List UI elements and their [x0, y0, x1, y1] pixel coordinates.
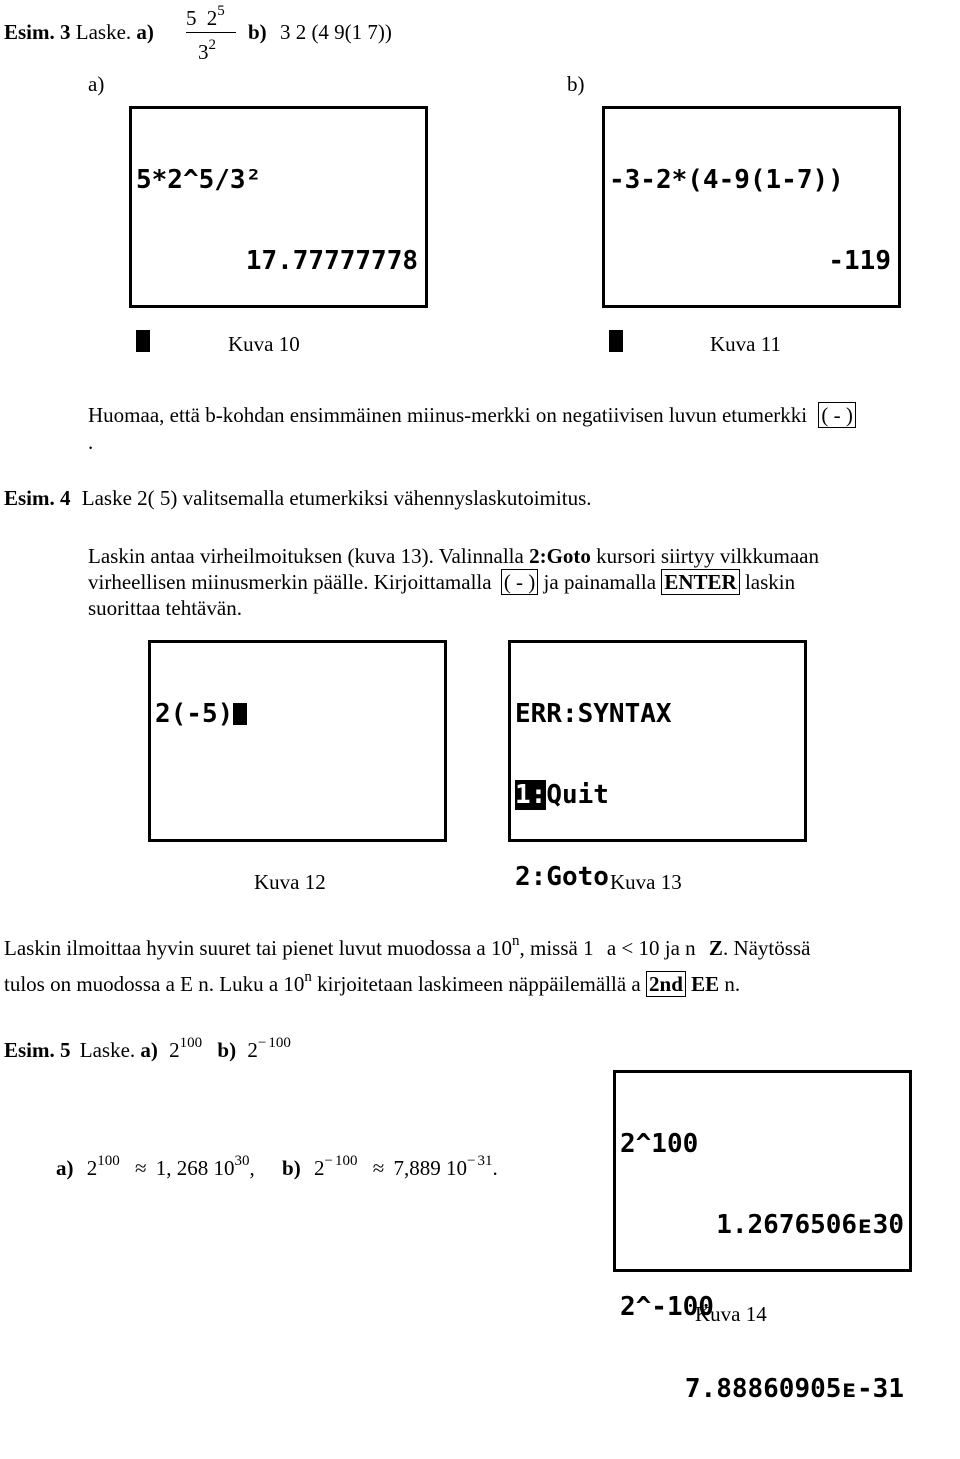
sci-l2-exp: n: [304, 969, 312, 985]
screen12-line1: 2(-5): [155, 698, 234, 729]
frac-num-b: 2: [206, 6, 218, 30]
answer-b-dot: .: [492, 1156, 498, 1180]
caption-kuva-13: Kuva 13: [610, 870, 682, 894]
answer-b-label: b): [282, 1156, 301, 1180]
example4-heading: [4, 486, 592, 511]
screen14-line4: 7.88860905ᴇ-31: [684, 1374, 904, 1405]
sci-paragraph-line1: [4, 933, 811, 964]
screen11-content: [609, 112, 891, 413]
approx-icon-a: ≈: [135, 1156, 147, 1180]
note-dot: .: [88, 430, 94, 454]
answer-a-base: 2: [86, 1156, 98, 1180]
example5-a-base: 2: [169, 1038, 180, 1062]
caption-kuva-11: Kuva 11: [710, 332, 781, 356]
sci-l2-a: tulos on muodossa a E n. Luku a 10: [4, 972, 305, 996]
caption-kuva-10: Kuva 10: [228, 332, 300, 356]
calculator-screen-10: [129, 106, 428, 308]
screen11-line2: -119: [828, 246, 891, 277]
sci-l1-a: Laskin ilmoittaa hyvin suuret tai pienet luvut muodossa a 10: [4, 936, 512, 960]
screen13-line3: 2:Goto: [515, 862, 609, 893]
sci-l2-end: n.: [724, 972, 741, 996]
screen10-content: [136, 112, 418, 413]
calculator-screen-12: [148, 640, 447, 842]
sci-l1-c: a < 10 ja n: [606, 936, 696, 960]
sci-l1-exp: n: [512, 933, 520, 949]
example4-p1: Laskin antaa virheilmoituksen (kuva 13). Valinnalla: [88, 544, 524, 568]
note-paragraph: [88, 403, 856, 428]
frac-den-exp: 2: [208, 37, 216, 53]
approx-icon-b: ≈: [372, 1156, 385, 1180]
sci-l1-b: , missä 1: [519, 936, 594, 960]
screen14-line1: 2^100: [620, 1128, 699, 1159]
screen13-line1: ERR:SYNTAX: [515, 698, 672, 729]
part-b-expression: 3 2 (4 9(1 7)): [279, 20, 392, 44]
column-a-label: a): [88, 72, 105, 96]
example5-a-exp: 100: [179, 1035, 203, 1051]
screen14-line3: 2^-100: [620, 1292, 714, 1323]
fraction-line: [186, 32, 236, 33]
goto-option-label: 2:Goto: [529, 544, 591, 568]
answer-a-value-exp: 30: [234, 1153, 250, 1169]
sci-l1-d: . Näytössä: [722, 936, 811, 960]
example5-b-label: b): [217, 1038, 237, 1062]
screen11-line1: -3-2*(4-9(1-7)): [609, 164, 844, 195]
example4-paragraph-line3: suorittaa tehtävän.: [88, 596, 242, 620]
negative-key-label-2: ( - ): [501, 569, 538, 595]
example5-answers: [56, 1153, 498, 1184]
sci-l1-z: Z: [708, 936, 723, 960]
example5-b-base: 2: [247, 1038, 258, 1062]
example3-label: Esim. 3: [4, 20, 71, 44]
fraction-numerator: [186, 3, 225, 34]
example4-paragraph-line2: [88, 570, 795, 595]
frac-num-exp: 5: [217, 3, 225, 19]
answer-b-exp-value: 100: [334, 1153, 358, 1169]
screen14-content: [620, 1076, 904, 1458]
sci-l2-b: kirjoitetaan laskimeen näppäilemällä a: [311, 972, 641, 996]
screen13-content: [515, 646, 672, 946]
example5-b-exp: − 100: [257, 1035, 291, 1051]
example4-paragraph-line1: [88, 544, 819, 569]
caption-kuva-14: Kuva 14: [695, 1302, 767, 1326]
answer-a-exp: 100: [97, 1153, 120, 1169]
screen10-line2: 17.77777778: [245, 246, 418, 277]
screen11-cursor: [609, 330, 623, 352]
calculator-screen-11: [602, 106, 901, 308]
negative-key-label: ( - ): [818, 402, 855, 428]
answer-a-label: a): [56, 1156, 74, 1180]
frac-den-base: 3: [198, 40, 209, 64]
screen14-line2: 1.2676506ᴇ30: [716, 1210, 904, 1241]
example5-laske: Laske.: [79, 1038, 136, 1062]
fraction-denominator: [198, 37, 216, 68]
screen10-line1: 5*2^5/3²: [136, 164, 262, 195]
example4-p2-end: laskin: [744, 570, 796, 594]
answer-b-base: 2: [313, 1156, 325, 1180]
example3-heading: [4, 20, 154, 45]
screen13-option1-number: 1:: [515, 780, 547, 811]
example5-a-label: a): [140, 1038, 158, 1062]
example4-p2: virheellisen miinusmerkin päälle. Kirjoittamalla: [88, 570, 492, 594]
answer-b-exp: − 100: [324, 1153, 358, 1169]
answer-b-value: 7,889 10: [393, 1156, 467, 1180]
example4-p1-rest: kursori siirtyy vilkkumaan: [596, 544, 819, 568]
example3-part-a-label: a): [136, 20, 154, 44]
example4-label: Esim. 4: [4, 486, 71, 510]
example4-text: Laske 2( 5) valitsemalla etumerkiksi vähennyslaskutoimitus.: [81, 486, 592, 510]
screen13-option1-text: Quit: [546, 780, 609, 811]
screen12-content: [155, 646, 247, 782]
screen10-cursor: [136, 330, 150, 352]
enter-key-label: ENTER: [661, 569, 739, 595]
answer-b-value-exp: − 31: [466, 1153, 493, 1169]
example5-heading: [4, 1035, 291, 1066]
answer-b-value-exp-num: 31: [477, 1153, 493, 1169]
part-b-label: b): [248, 20, 267, 44]
second-key-label: 2nd: [646, 971, 686, 997]
ee-key-label: EE: [691, 972, 720, 996]
example3-laske: Laske.: [75, 20, 132, 44]
example4-p2-mid: ja painamalla: [543, 570, 657, 594]
screen12-cursor: [233, 703, 247, 725]
example5-label: Esim. 5: [4, 1038, 71, 1062]
sci-paragraph-line2: [4, 969, 741, 1000]
example3-part-b: [248, 20, 392, 45]
column-b-label: b): [567, 72, 585, 96]
example5-b-exp-value: 100: [268, 1035, 291, 1051]
caption-kuva-12: Kuva 12: [254, 870, 326, 894]
answer-a-value: 1, 268 10: [155, 1156, 235, 1180]
note-text: Huomaa, että b-kohdan ensimmäinen miinus-merkki on negatiivisen luvun etumerkki: [88, 403, 808, 427]
frac-num-a: 5: [186, 6, 197, 30]
answer-a-comma: ,: [249, 1156, 255, 1180]
